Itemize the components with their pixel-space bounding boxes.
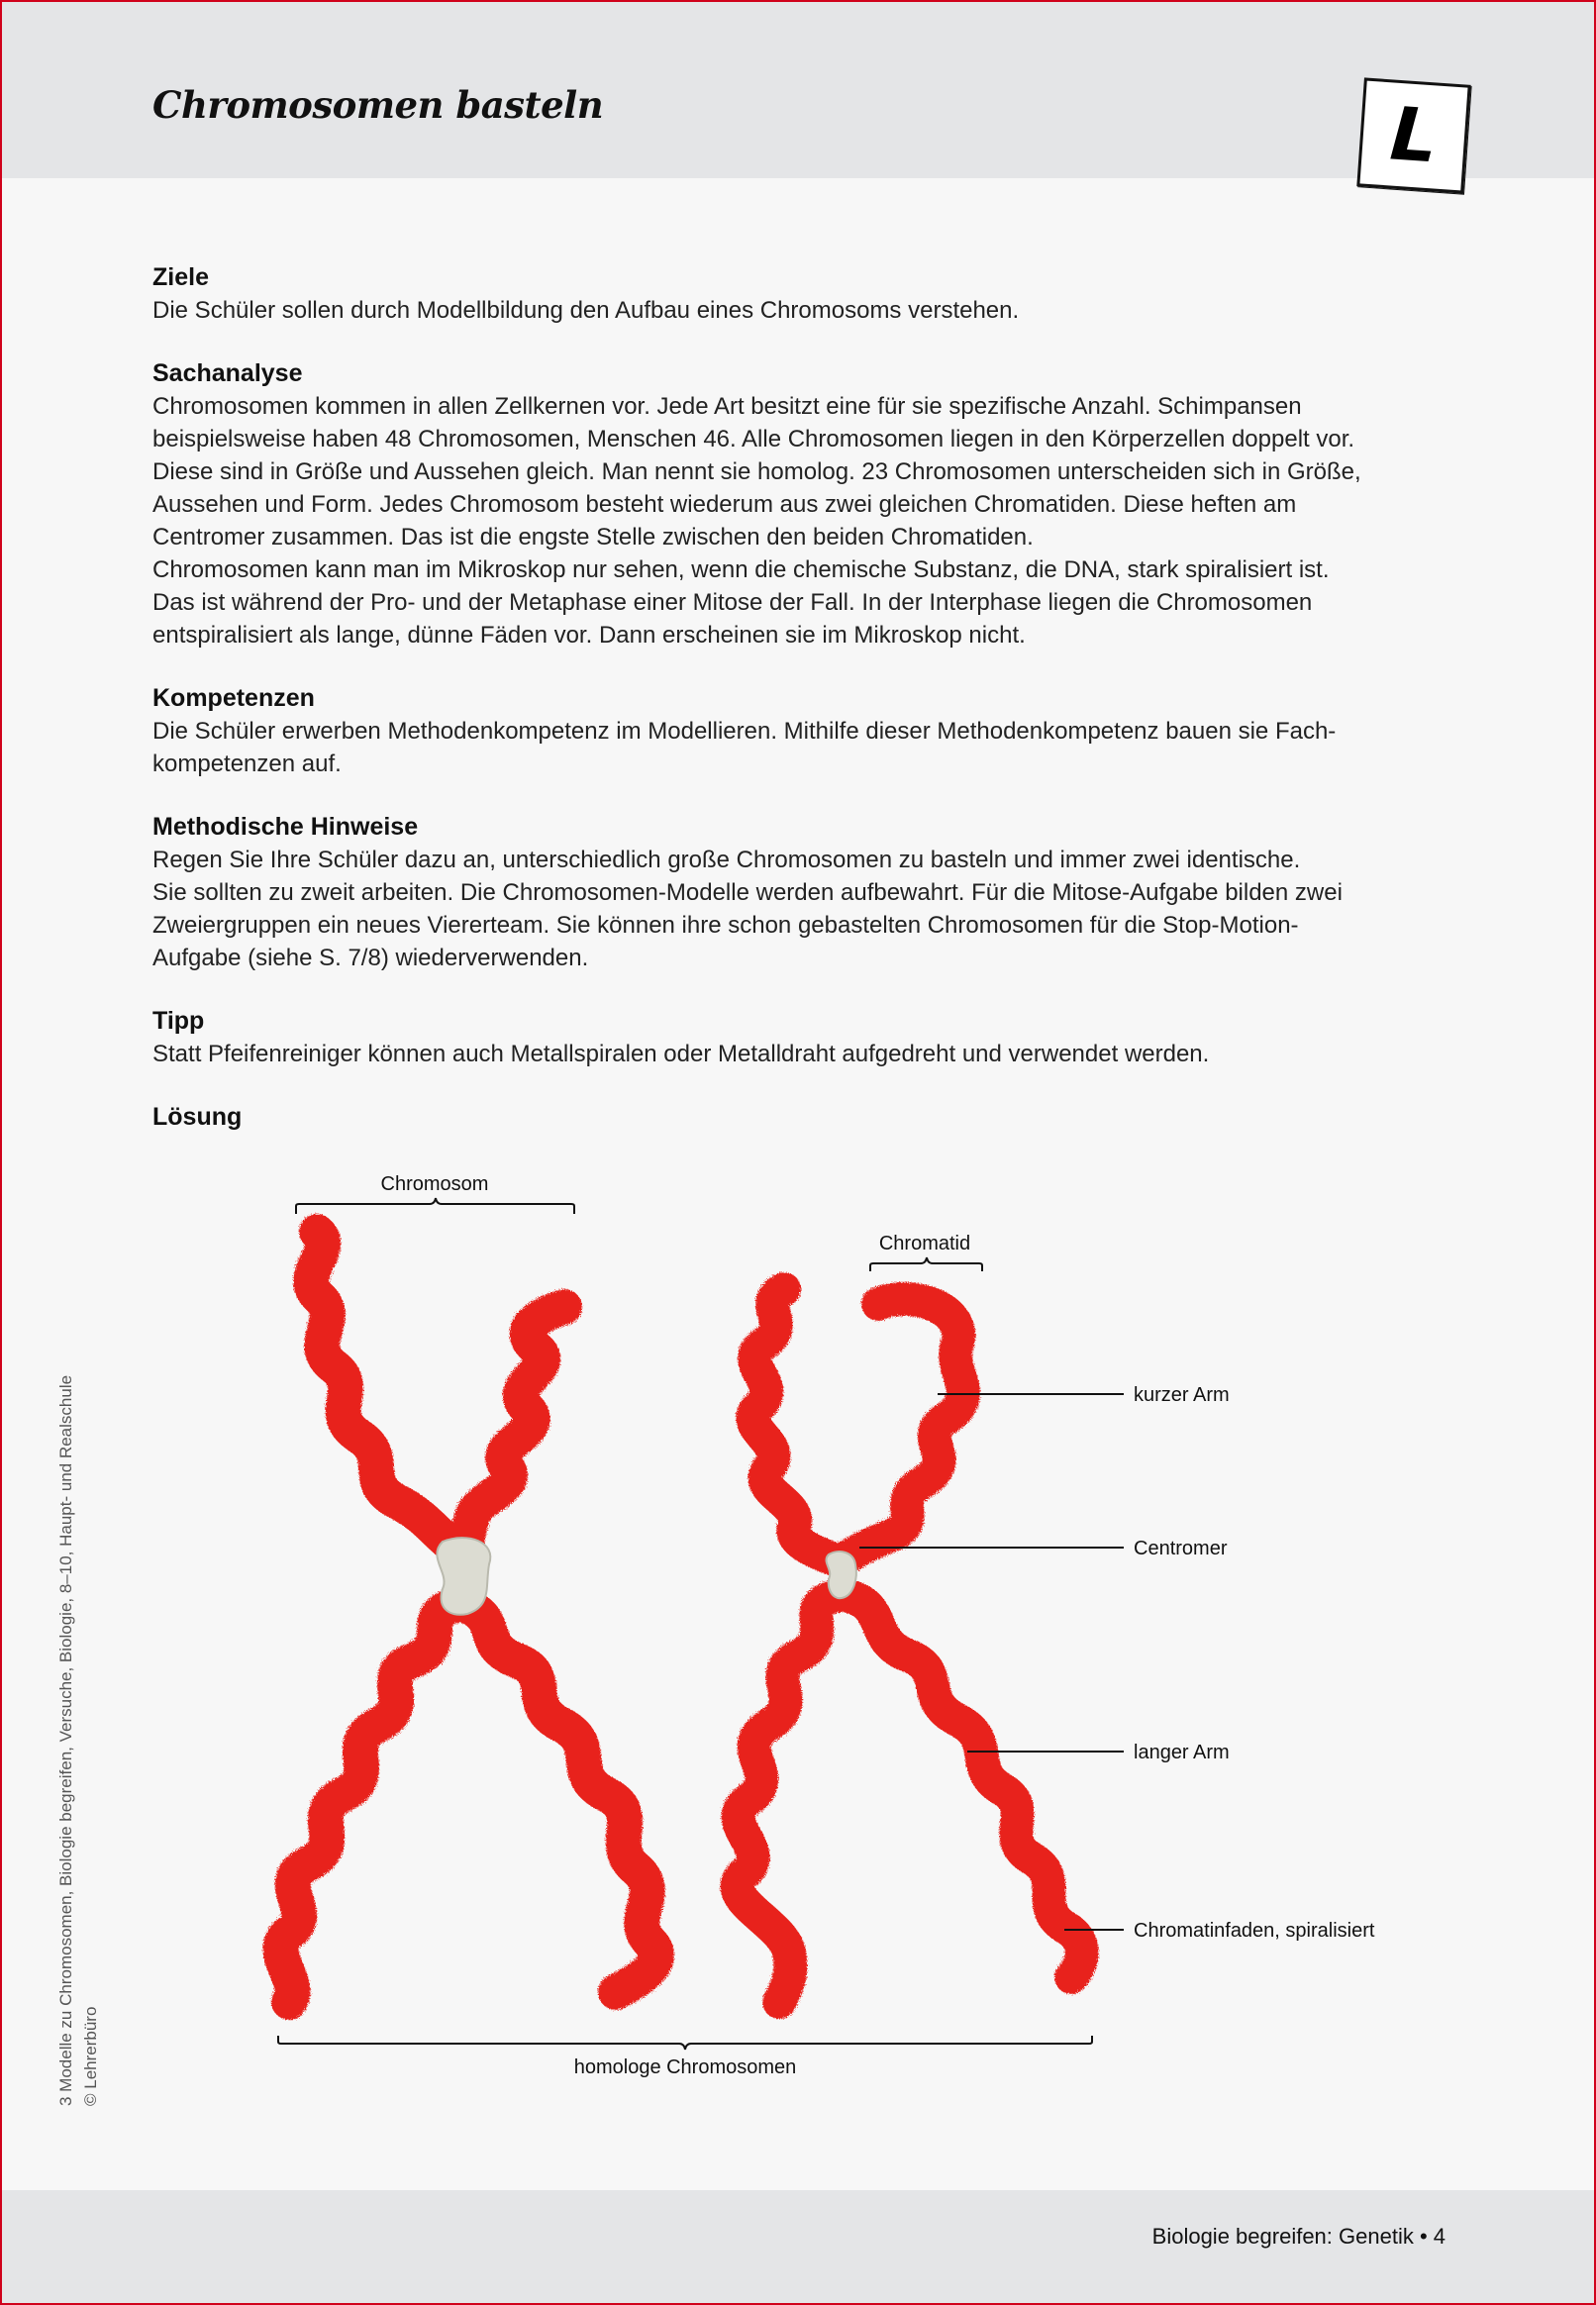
section-heading: Lösung (152, 1103, 243, 1131)
chromatid-label: Chromatid (878, 1233, 971, 1254)
solution-badge (1356, 77, 1470, 193)
section-heading: Tipp (152, 1007, 205, 1035)
left-chromatid-upper-left (311, 1232, 457, 1549)
right-chromatid-lower-right (848, 1596, 1082, 1977)
section-heading: Kompetenzen (152, 684, 315, 712)
homologe-label: homologe Chromosomen (573, 2056, 797, 2078)
langer-arm-label: langer Arm (1134, 1742, 1230, 1763)
section-heading: Sachanalyse (152, 359, 303, 387)
chromosom-bracket (296, 1198, 574, 1214)
section-text-line: Die Schüler sollen durch Modellbildung den Aufbau eines Chromosoms verstehen. (152, 297, 1020, 324)
sidebar-line-1: 3 Modelle zu Chromosomen, Biologie begreifen, Versuche, Biologie, 8–10, Haupt- und Realschule (56, 1374, 75, 2106)
section-heading: Methodische Hinweise (152, 813, 419, 841)
chromosome-figure (2, 1141, 1594, 2111)
section-text-line: Zweiergruppen ein neues Viererteam. Sie können ihre schon gebastelten Chromosomen für die Stop-Motion- (152, 912, 1299, 939)
section-text-line: Das ist während der Pro- und der Metaphase einer Mitose der Fall. In der Interphase liegen die Chromosomen (152, 589, 1313, 616)
section-1 (152, 357, 1459, 651)
section-text-line: beispielsweise haben 48 Chromosomen, Menschen 46. Alle Chromosomen liegen in den Körperzellen doppelt vor. (152, 426, 1355, 452)
kurzer-arm-label: kurzer Arm (1134, 1384, 1230, 1406)
section-text-line: Chromosomen kann man im Mikroskop nur sehen, wenn die chemische Substanz, die DNA, stark spiralisiert ist. (152, 556, 1330, 583)
right-chromatid-upper-right (842, 1299, 963, 1560)
section-text-line: Statt Pfeifenreiniger können auch Metallspiralen oder Metalldraht aufgedreht und verwendet werden. (152, 1041, 1210, 1067)
section-text-line: Regen Sie Ihre Schüler dazu an, unterschiedlich große Chromosomen zu basteln und immer zwei identische. (152, 847, 1301, 873)
page-title: Chromosomen basteln (152, 83, 604, 127)
centromer-label: Centromer (1134, 1538, 1228, 1559)
left-chromatid-lower-left (281, 1606, 452, 2002)
homologe-bracket (278, 2036, 1092, 2050)
solution-badge-letter: L (1387, 91, 1441, 180)
page-footer (2, 2190, 1594, 2303)
section-text-line: Centromer zusammen. Das ist die engste Stelle zwischen den beiden Chromatiden. (152, 524, 1034, 551)
right-chromatid-lower-left (738, 1596, 836, 2002)
section-5 (152, 1101, 1459, 1134)
section-0 (152, 261, 1459, 327)
left-centromere (437, 1538, 490, 1615)
section-3 (152, 811, 1459, 974)
chromatid-bracket (870, 1257, 982, 1271)
section-text-line: Chromosomen kommen in allen Zellkernen vor. Jede Art besitzt eine für sie spezifische Anzahl. Schimpansen (152, 393, 1302, 420)
chromosom-label: Chromosom (380, 1173, 489, 1195)
section-text-line: Die Schüler erwerben Methodenkompetenz im Modellieren. Mithilfe dieser Methodenkompetenz bauen sie Fach- (152, 718, 1337, 745)
left-chromosome (281, 1232, 656, 2002)
chromatinfaden-label: Chromatinfaden, spiralisiert (1134, 1920, 1375, 1942)
section-text-line: Aussehen und Form. Jedes Chromosom besteht wiederum aus zwei gleichen Chromatiden. Diese heften am (152, 491, 1297, 518)
section-heading: Ziele (152, 263, 209, 291)
main-content (152, 261, 1459, 1164)
left-chromatid-lower-right (467, 1606, 656, 1992)
footer-text: Biologie begreifen: Genetik • 4 (1151, 2224, 1446, 2249)
right-chromatid-upper-left (752, 1289, 832, 1558)
right-chromosome (738, 1289, 1082, 2002)
left-chromatid-upper-right (465, 1307, 564, 1549)
copyright-sidebar (53, 1116, 103, 2106)
section-text-line: kompetenzen auf. (152, 751, 342, 777)
section-text-line: Diese sind in Größe und Aussehen gleich. Man nennt sie homolog. 23 Chromosomen unterscheiden sich in Größe, (152, 458, 1361, 485)
section-text-line: Aufgabe (siehe S. 7/8) wiederverwenden. (152, 945, 589, 971)
section-4 (152, 1005, 1459, 1070)
section-text-line: Sie sollten zu zweit arbeiten. Die Chromosomen-Modelle werden aufbewahrt. Für die Mitose-Aufgabe bilden zwei (152, 879, 1343, 906)
right-centromere (826, 1552, 855, 1598)
sidebar-line-2: © Lehrerbüro (81, 2006, 100, 2106)
page-header (2, 2, 1594, 178)
section-2 (152, 682, 1459, 780)
section-text-line: entspiralisiert als lange, dünne Fäden vor. Dann erscheinen sie im Mikroskop nicht. (152, 622, 1026, 649)
